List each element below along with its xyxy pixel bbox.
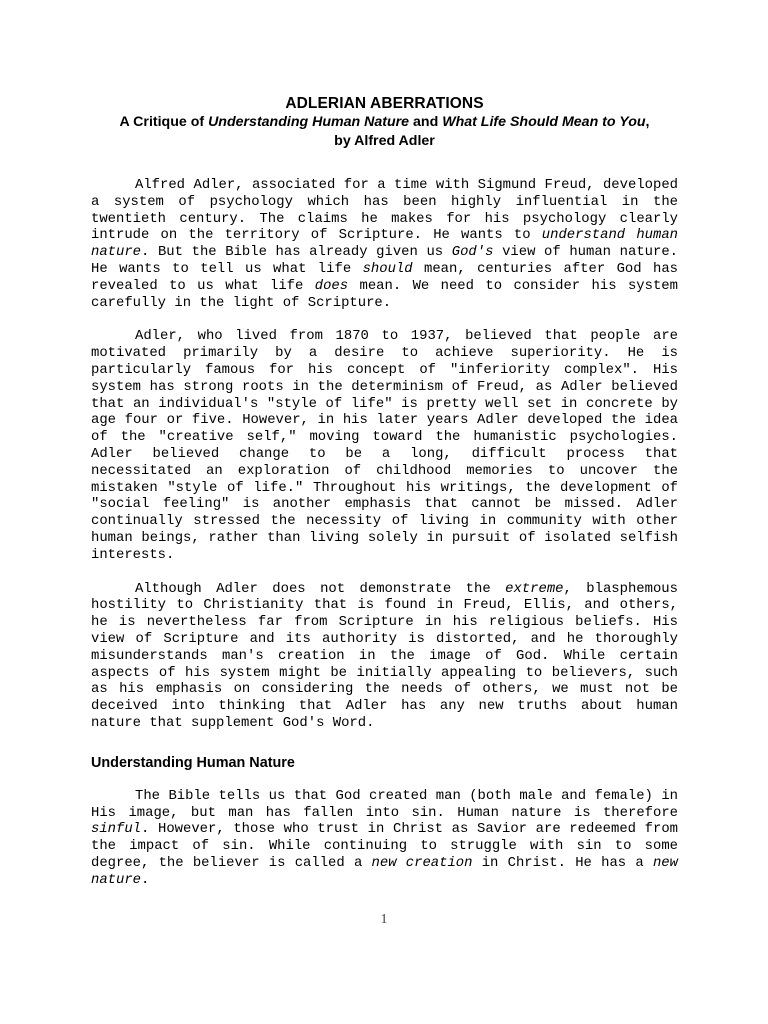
byline: by Alfred Adler (334, 133, 435, 149)
p3-italic-1: extreme (505, 580, 564, 597)
p1-italic-1: understand human nature (91, 227, 679, 261)
p4-text-3: in Christ. He has a (472, 854, 653, 871)
p1-text-2: . But the Bible has already given us (141, 244, 452, 261)
p4-text-2: . However, those who trust in Christ as Savior are redeemed from the impact of sin. While continuing to struggle with sin to some degree, the believer is called a (91, 821, 678, 871)
paragraph-4 (91, 788, 678, 889)
p4-text-4: . (141, 871, 150, 888)
paragraph-3 (91, 581, 678, 732)
document-subtitle (91, 113, 678, 132)
p1-text-3: view of human nature. He wants to tell us what life (91, 244, 678, 277)
book-title-2: What Life Should Mean to You (442, 114, 646, 130)
subtitle-prefix: A Critique of (119, 114, 209, 130)
subtitle-suffix: , (645, 114, 650, 130)
p1-italic-3: should (362, 260, 413, 277)
section-heading: Understanding Human Nature (91, 754, 295, 771)
p4-italic-2: new creation (371, 854, 473, 871)
p1-text-5: mean. We need to consider his system carefully in the light of Scripture. (91, 277, 678, 311)
paragraph-1 (91, 177, 678, 311)
p4-text-1: The Bible tells us that God created man (both male and female) in His image, but man has fallen into sin. Human nature is therefore (91, 787, 678, 821)
p4-italic-3: new nature (91, 854, 678, 888)
page-number: 1 (380, 912, 388, 927)
paragraph-2: Adler, who lived from 1870 to 1937, believed that people are motivated primarily by a desire to achieve superiority. He is particularly famous for his concept of "inferiority complex". His system has strong roots in the determinism of Freud, as Adler believed that an individual's "style of life" is pretty well set in concrete by age four or five. However, in his later years Adler developed the idea of the "creative self," moving toward the humanistic psychologies. Adler believed change to be a long, difficult process that necessitated an exploration of childhood memories to uncover the mistaken "style of life." Throughout his writings, the development of "social feeling" is another emphasis that cannot be missed. Adler continually stressed the necessity of living in community with other human beings, rather than living solely in pursuit of isolated selfish interests. (91, 328, 678, 563)
p3-text-1: Although Adler does not demonstrate the (135, 580, 506, 597)
document-title: ADLERIAN ABERRATIONS (285, 95, 484, 112)
document-page (91, 94, 678, 888)
p1-text-4: mean, centuries after God has revealed to us what life (91, 260, 678, 294)
subtitle-and: and (409, 114, 443, 130)
p1-italic-2: God's (451, 244, 494, 261)
p4-italic-1: sinful (91, 821, 142, 838)
p1-text-1: Alfred Adler, associated for a time with Sigmund Freud, developed a system of psychology which has been highly influential in the twentieth century. The claims he makes for his psychology clearly intrude on the territory of Scripture. He wants to (91, 177, 678, 244)
p3-text-2: , blasphemous hostility to Christianity that is found in Freud, Ellis, and others, he is nevertheless far from Scripture in his religious beliefs. His view of Scripture and its authority is distorted, and he thoroughly misunderstands man's creation in the image of God. While certain aspects of his system might be initially appealing to believers, such as his emphasis on considering the needs of others, we must not be deceived into thinking that Adler has any new truths about human nature that supplement God's Word. (91, 580, 678, 731)
p1-italic-4: does (314, 277, 349, 294)
book-title-1: Understanding Human Nature (208, 114, 410, 130)
